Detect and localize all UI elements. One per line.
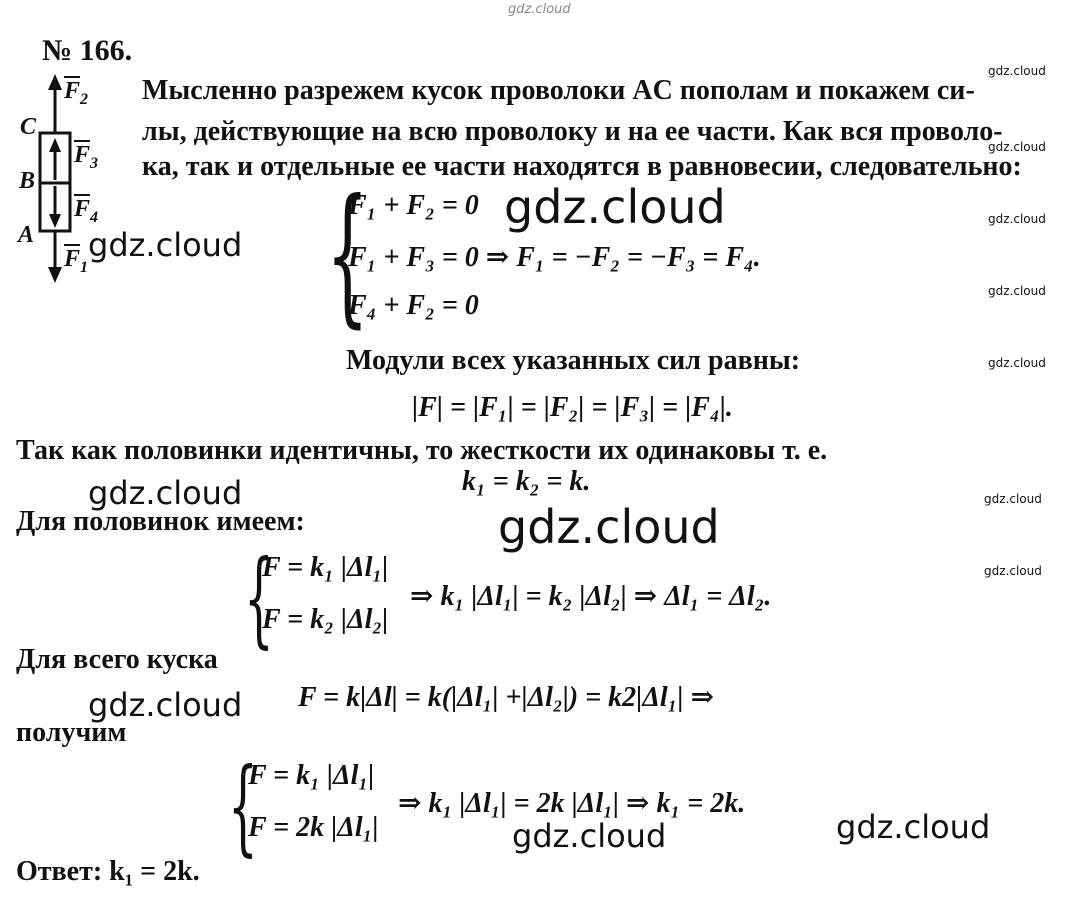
system2-eq2: F = k₂ |Δl₂| [262, 604, 389, 635]
watermark-small-5: gdz.cloud [988, 356, 1046, 370]
system1-eq2: F₁ + F₃ = 0 ⇒ F₁ = −F₂ = −F₃ = F₄. [348, 242, 761, 273]
whole-text: Для всего куска [16, 644, 218, 675]
watermark-6: gdz.cloud [512, 817, 667, 855]
watermark-1: gdz.cloud [504, 180, 726, 234]
for-halves-text: Для половинок имеем: [16, 506, 305, 537]
problem-number: № 166. [42, 34, 133, 67]
label-c: C [20, 114, 37, 140]
label-b: B [19, 168, 36, 194]
system2-eq1: F = k₁ |Δl₁| [262, 552, 389, 583]
halves-formula: k₁ = k₂ = k. [462, 466, 591, 497]
label-f3: $\overline{F}_3$ [74, 142, 99, 172]
system3-eq1: F = k₁ |Δl₁| [248, 760, 375, 791]
system1-eq3: F₄ + F₂ = 0 [348, 290, 479, 321]
intro-line-3: ка, так и отдельные ее части находятся в равновесии, следовательно: [142, 151, 1022, 182]
watermark-3: gdz.cloud [88, 474, 243, 512]
answer: Ответ: k₁ = 2k. [16, 856, 200, 887]
intro-line-1: Мысленно разрежем кусок проволоки AC пополам и покажем си- [142, 75, 975, 106]
halves-text: Так как половинки идентичны, то жесткости их одинаковы т. е. [16, 435, 828, 466]
watermark-small-7: gdz.cloud [984, 564, 1042, 578]
label-f1: $\overline{F}_1$ [64, 246, 89, 276]
watermark-7: gdz.cloud [836, 808, 991, 846]
system1-eq1: F₁ + F₂ = 0 [348, 190, 479, 221]
f2-arrow-head [48, 74, 62, 90]
watermark-small-3: gdz.cloud [988, 212, 1046, 226]
whole-formula: F = k|Δl| = k(|Δl₁| +|Δl₂|) = k2|Δl₁| ⇒ [298, 682, 715, 713]
watermark-4: gdz.cloud [498, 500, 720, 554]
system2-result: ⇒ k₁ |Δl₁| = k₂ |Δl₂| ⇒ Δl₁ = Δl₂. [410, 581, 772, 612]
system3-eq2: F = 2k |Δl₁| [248, 812, 379, 843]
system1-brace: { [326, 168, 369, 342]
watermark-small-2: gdz.cloud [988, 140, 1046, 154]
label-a: A [18, 222, 35, 248]
watermark-top: gdz.cloud [508, 2, 571, 17]
label-f4: $\overline{F}_4$ [74, 196, 99, 226]
system2-brace: { [244, 537, 274, 659]
intro-line-2: лы, действующие на всю проволоку и на ее части. Как вся проволо- [142, 116, 1003, 147]
watermark-small-1: gdz.cloud [988, 64, 1046, 78]
label-f2: $\overline{F}_2$ [64, 78, 89, 108]
watermark-small-4: gdz.cloud [988, 284, 1046, 298]
modules-heading: Модули всех указанных сил равны: [346, 345, 801, 376]
f4-arrow-head [49, 214, 61, 228]
f3-arrow-head [49, 138, 61, 152]
watermark-small-6: gdz.cloud [984, 492, 1042, 506]
watermark-2: gdz.cloud [88, 226, 243, 264]
f1-arrow-head [48, 267, 62, 283]
system3-result: ⇒ k₁ |Δl₁| = 2k |Δl₁| ⇒ k₁ = 2k. [398, 788, 746, 819]
system3-brace: { [228, 745, 258, 867]
whole-get-text: получим [16, 717, 127, 748]
watermark-5: gdz.cloud [88, 686, 243, 724]
modules-formula: |F| = |F₁| = |F₂| = |F₃| = |F₄|. [412, 392, 733, 423]
